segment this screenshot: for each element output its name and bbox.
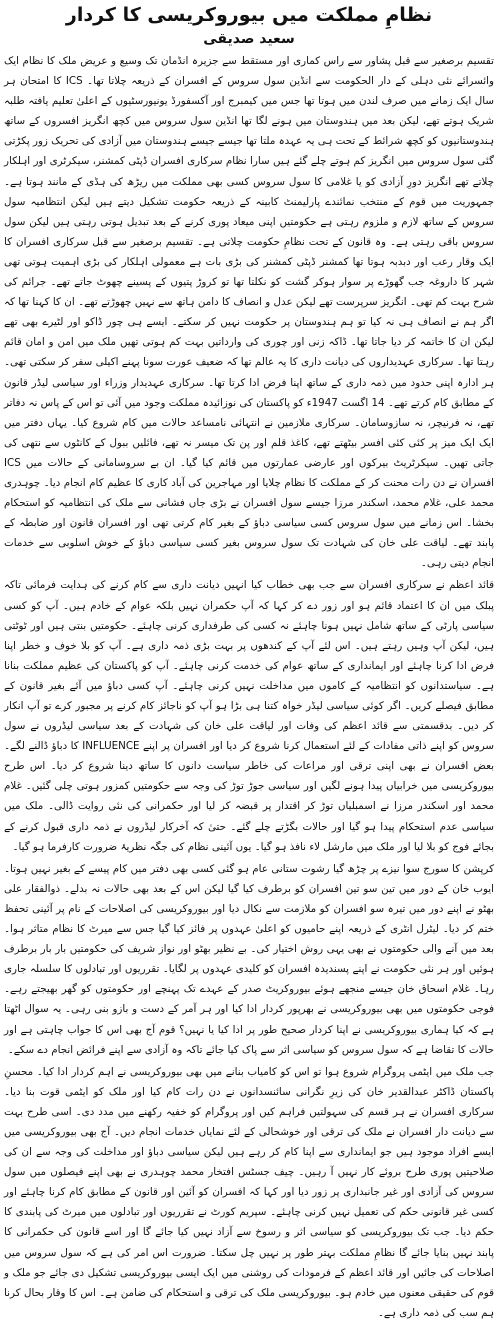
article-body bbox=[4, 51, 495, 1319]
article-byline: سعید صدیقی bbox=[203, 31, 295, 47]
article-paragraph: تقسیم برصغیر سے قبل پشاور سے راس کماری اور مستقط سے جزیرہ انڈمان تک وسیع و عریض ملک کا نظام ایک وائسرائے نئی دہلی کے دار الحکومت سے انڈین سول سروس کے افسران کے ذریعہ چلاتا تھا۔ ICS کا امتحان ہر سال ایک زمانے میں صرف لندن میں ہوتا تھا جس میں کیمبرج اور آکسفورڈ یونیورسٹیوں کے اعلیٰ تعلیم یافتہ طلبہ شریک ہوتے تھے، لیکن بعد میں ہندوستان میں ہونے لگا تھا انڈین سول سروس میں کچھ انگریز افسروں کے ساتھ ہندوستانیوں کو کچھ شرائط کے تحت ہی یہ عہدہ ملتا تھا جیسے جیسے ہندوستان میں آزادی کی تحریک زور پکڑتی گئی سول سروس میں انگریز کم ہوتے چلے گئے ہیں سارا نظام سرکاری افسران ڈپٹی کمشنر، سیکرٹری اور اہلکار چلاتے تھے انگریز دورِ آزادی کو یا غلامی کا سول سروس کسی بھی مملکت میں ریڑھ کی ہڈی کے مانند ہوتا ہے۔ جمہوریت میں قوم کے منتخب نمائندے پارلیمنٹ کابینہ کے ذریعہ حکومت تشکیل دیتے ہیں لیکن انتظامیہ سول سروس کے ساتھ لازم و ملزوم رہتی ہے حکومتیں اپنی میعاد پوری کرنے کے بعد تبدیل ہوتی رہتی ہیں لیکن سول سروس باقی رہتی ہے۔ وہ قانون کے تحت نظامِ حکومت چلاتی ہے۔ تقسیم برصغیر سے قبل سرکاری افسران کا ایک وقار رعب اور دبدبہ ہوتا تھا کمشنر ڈپٹی کمشنر کی بڑی بات ہے معمولی اہلکار کی بڑی اہمیت ہوتی تھی شہر کا داروغہ جب گھوڑے پر سوار ہوکر گشت کو نکلتا تھا تو کروڑ پتیوں کے پسینے چھوٹ جاتے تھے۔ جرائم کی شرح بہت کم تھی۔ انگریز سرپرست تھے لیکن عدل و انصاف کا دامن ہاتھ سے نہیں چھوڑتے تھے۔ ان کا کہنا تھا کہ اگر ہم نے انصاف ہی نہ کیا تو ہم ہندوستان پر حکومت نہیں کر سکتے۔ ایسے ہی چور ڈاکو اور لٹیرے بھی تھے لیکن ان کا خاتمہ کر دیا جاتا تھا۔ ڈاکہ زنی اور چوری کی وارداتیں بہت کم ہوتی تھیں ملک میں امن و امان قائم رہتا تھا۔ سرکاری عہدیداروں کی دیانت داری کا یہ عالم تھا کہ ضعیف عورت سونا پہنے اکیلی سفر کر سکتی تھی۔ ہر ادارہ اپنی حدود میں ذمہ داری کے ساتھ اپنا فرض ادا کرتا تھا۔ سرکاری عہدیدار وزراء اور سیاسی لیڈر قانون کے مطابق کام کرتے تھے۔ 14 اگست 1947ء کو پاکستان کی نوزائیدہ مملکت وجود میں آئی تو اس کے پاس نہ دفاتر تھے، نہ فرنیچر، نہ سازوسامان۔ سرکاری ملازمین نے انتہائی نامساعد حالات میں کام شروع کیا۔ یہاں دفتر میں ایک ایک میز پر کئی کئی افسر بیٹھتے تھے، کاغذ قلم اور پن تک میسر نہ تھے، فائلیں ببول کے کانٹوں سے نتھی کی جاتی تھیں۔ سیکرٹریٹ بیرکوں اور عارضی عمارتوں میں قائم کیا گیا۔ ان بے سروسامانی کے حالات میں ICS افسران نے دن رات محنت کر کے مملکت کا نظام چلایا اور مہاجرین کی آباد کاری کا عظیم کام انجام دیا۔ چوہدری محمد علی، غلام محمد، اسکندر مرزا جیسے سول افسران نے بڑی جاں فشانی سے ملک کی انتظامیہ کو استحکام بخشا۔ اس زمانے میں سول سروس کسی سیاسی دباؤ کے بغیر کام کرتی تھی اور افسران قانون اور ضابطہ کے پابند تھے۔ لیاقت علی خان کی شہادت تک سول سروس بغیر کسی سیاسی دباؤ کے خوش اسلوبی سے خدمات انجام دیتی رہی۔ bbox=[4, 55, 494, 570]
article-paragraph: قائد اعظم نے سرکاری افسران سے جب بھی خطاب کیا انہیں دیانت داری سے کام کرنے کی ہدایت فرمائی تاکہ پبلک میں ان کا اعتماد قائم ہو اور زور دے کر کہا کہ آپ حکمران نہیں بلکہ عوام کے خادم ہیں۔ آپ کو کسی سیاسی پارٹی کے ساتھ شامل نہیں ہونا چاہئے نہ کسی کی طرفداری کرنی چاہئے۔ حکومتیں بنتی ہیں اور ٹوٹتی ہیں، لیکن آپ وہیں رہتے ہیں۔ اس لئے آپ کے کندھوں پر بہت بڑی ذمہ داری ہے۔ آپ کو بلا خوف و خطر اپنا فرض ادا کرنا چاہئے اور ایمانداری کے ساتھ عوام کی خدمت کرنی چاہئے۔ آپ کو پاکستان کی عظیم مملکت بنانا ہے۔ سیاستدانوں کو انتظامیہ کے کاموں میں مداخلت نہیں کرنی چاہئے۔ آپ کسی دباؤ میں آئے بغیر قانون کے مطابق فیصلے کریں۔ اگر کوئی سیاسی لیڈر خواہ کتنا ہی بڑا ہو آپ کو ناجائز کام کرنے پر مجبور کرے تو آپ انکار کر دیں۔ بدقسمتی سے قائد اعظم کی وفات اور لیاقت علی خان کی شہادت کے بعد سیاسی لیڈروں نے سول سروس کو اپنے ذاتی مفادات کے لئے استعمال کرنا شروع کر دیا اور افسران پر اپنے INFLUENCE کا دباؤ ڈالنے لگے۔ بعض افسران نے بھی اپنی ترقی اور مراعات کی خاطر سیاست دانوں کا ساتھ دینا شروع کر دیا۔ اس طرح بیوروکریسی میں خرابیاں پیدا ہونے لگیں اور سیاسی جوڑ توڑ کی وجہ سے حکومتیں کمزور ہوتی چلی گئیں۔ غلام محمد اور اسکندر مرزا نے اسمبلیاں توڑ کر اقتدار پر قبضہ کر لیا اور حکمرانی کی نئی روایت ڈالی۔ ملک میں سیاسی عدم استحکام پیدا ہو گیا اور حالات بگڑتے چلے گئے۔ حتیٰ کہ آخرکار لیڈروں نے ذمہ داری قبول کرنے کے بجائے فوج کو بلا لیا اور ملک میں مارشل لاء نافذ ہو گیا۔ یوں آئینی نظام کی جگہ نظریۂ ضرورت کارفرما ہو گیا۔ bbox=[4, 579, 495, 853]
article-paragraph: جب ملک میں ایٹمی پروگرام شروع ہوا تو اس کو کامیاب بنانے میں بھی بیوروکریسی نے اہم کردار ادا کیا۔ محسنِ پاکستان ڈاکٹر عبدالقدیر خان کی زیرِ نگرانی سائنسدانوں نے دن رات کام کیا اور ملک کو ایٹمی قوت بنا دیا۔ سرکاری افسران نے ہر قسم کی سہولتیں فراہم کیں اور پروگرام کو خفیہ رکھنے میں مدد دی۔ اسی طرح بہت سے دیانت دار افسران نے ملک کی ترقی اور خوشحالی کے لئے نمایاں خدمات انجام دیں۔ آج بھی بیوروکریسی میں ایسے افراد موجود ہیں جو ایمانداری سے اپنا کام کر رہے ہیں لیکن سیاسی دباؤ اور مداخلت کی وجہ سے ان کی صلاحیتیں پوری طرح بروئے کار نہیں آ رہیں۔ چیف جسٹس افتخار محمد چوہدری نے بھی اپنے فیصلوں میں سول سروس کی آزادی اور غیر جانبداری پر زور دیا اور کہا کہ افسران کو آئین اور قانون کے مطابق کام کرنا چاہئے اور کسی غیر قانونی حکم کی تعمیل نہیں کرنی چاہئے۔ سپریم کورٹ نے تقرریوں اور تبادلوں میں میرٹ کی پابندی کا حکم دیا۔ جب تک بیوروکریسی کو سیاسی اثر و رسوخ سے آزاد نہیں کیا جائے گا اور اسے قانون کی حکمرانی کا پابند نہیں بنایا جائے گا نظامِ مملکت بہتر طور پر نہیں چل سکتا۔ ضرورت اس امر کی ہے کہ سول سروس میں اصلاحات کی جائیں اور قائد اعظم کے فرمودات کی روشنی میں ایک ایسی بیوروکریسی تشکیل دی جائے جو ملک و قوم کی حقیقی معنوں میں خادم ہو۔ بیوروکریسی ملک کی ترقی و استحکام کی ضامن ہے۔ اس کا وقار بحال کرنا ہم سب کی ذمہ داری ہے۔ bbox=[4, 1065, 494, 1319]
article-headline: نظامِ مملکت میں بیوروکریسی کا کردار bbox=[65, 4, 433, 26]
article-paragraph: کرپشن کا سورج سوا نیزے پر چڑھ گیا رشوت ستانی عام ہو گئی کسی بھی دفتر میں کام پیسے کے بغیر نہیں ہوتا۔ ایوب خان کے دور میں تین سو تین افسران کو برطرف کیا گیا لیکن اس کے بعد بھی حالات نہ بدلے۔ ذوالفقار علی بھٹو نے اپنے دور میں تیرہ سو افسران کو ملازمت سے نکال دیا اور بیوروکریسی کی اصلاحات کے نام پر آئینی تحفظ ختم کر دیا۔ لیٹرل انٹری کے ذریعہ اپنے حامیوں کو اعلیٰ عہدوں پر فائز کیا گیا جس سے میرٹ کا نظام متاثر ہوا۔ بعد میں آنے والی حکومتوں نے بھی یہی روش اختیار کی۔ بے نظیر بھٹو اور نواز شریف کی حکومتیں بار بار برطرف ہوئیں اور ہر نئی حکومت نے اپنے پسندیدہ افسران کو کلیدی عہدوں پر لگایا۔ تقرریوں اور تبادلوں کا سلسلہ جاری رہا۔ غلام اسحاق خان جیسے منجھے ہوئے بیوروکریٹ صدر کے عہدے تک پہنچے اور حکومتوں کو گھر بھیجتے رہے۔ فوجی حکومتوں میں بھی بیوروکریسی نے بھرپور کردار ادا کیا اور ہر آمر کے دست و بازو بنی رہی۔ یہ سوال اٹھتا ہے کہ کیا ہماری بیوروکریسی نے اپنا کردار صحیح طور پر ادا کیا یا نہیں؟ قوم آج بھی اس کا جواب چاہتی ہے اور حالات کا تقاضا ہے کہ سول سروس کو سیاسی اثر سے پاک کیا جائے تاکہ وہ آزادی سے اپنے فرائض انجام دے سکے۔ bbox=[4, 862, 494, 1056]
